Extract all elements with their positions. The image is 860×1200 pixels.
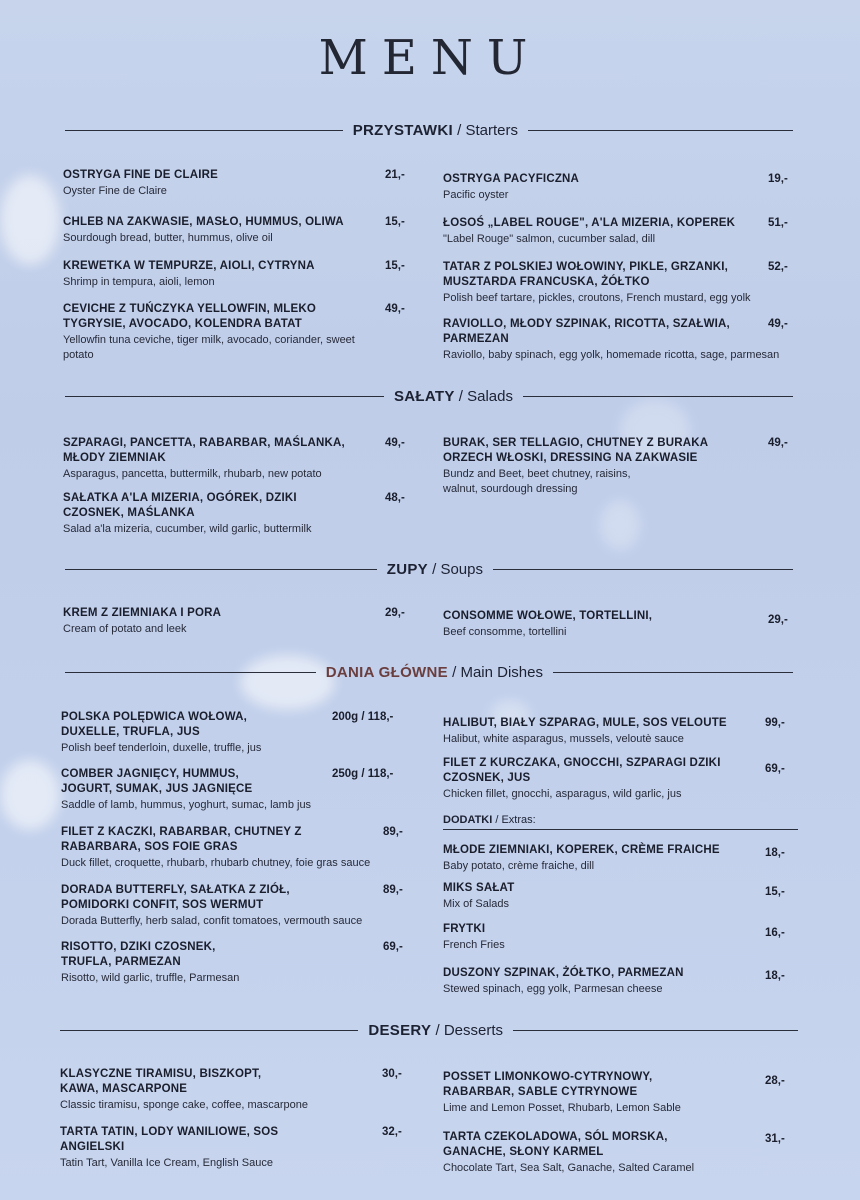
extras-heading: DODATKI / Extras: bbox=[443, 814, 536, 826]
item-description: Yellowfin tuna ceviche, tiger milk, avocado, coriander, sweet potato bbox=[63, 334, 355, 361]
item-name: BURAK, SER TELLAGIO, CHUTNEY Z BURAKA ORZECH WŁOSKI, DRESSING NA ZAKWASIE bbox=[443, 437, 708, 464]
item-description: Tatin Tart, Vanilla Ice Cream, English Sauce bbox=[60, 1157, 273, 1169]
item-price: 49,- bbox=[385, 303, 405, 315]
section-title: PRZYSTAWKI / Starters bbox=[352, 121, 518, 139]
item-name: SAŁATKA A'LA MIZERIA, OGÓREK, DZIKI CZOSNEK, MAŚLANKA bbox=[63, 492, 297, 519]
item-name: DUSZONY SZPINAK, ŻÓŁTKO, PARMEZAN bbox=[443, 967, 684, 979]
item-name: MŁODE ZIEMNIAKI, KOPEREK, CRÈME FRAICHE bbox=[443, 844, 720, 856]
item-description: Beef consomme, tortellini bbox=[443, 626, 567, 638]
menu-item bbox=[443, 317, 793, 363]
item-description: Salad a'la mizeria, cucumber, wild garlic, buttermilk bbox=[63, 523, 312, 535]
item-description: Baby potato, crème fraiche, dill bbox=[443, 860, 595, 872]
item-price: 30,- bbox=[382, 1068, 402, 1080]
item-name: CEVICHE Z TUŃCZYKA YELLOWFIN, MLEKO TYGRYSIE, AVOCADO, KOLENDRA BATAT bbox=[63, 303, 316, 330]
item-price: 49,- bbox=[768, 437, 788, 449]
menu-item bbox=[443, 843, 793, 874]
item-name: POSSET LIMONKOWO-CYTRYNOWY, RABARBAR, SABLE CYTRYNOWE bbox=[443, 1071, 653, 1098]
light-glare bbox=[0, 175, 60, 265]
item-name: KLASYCZNE TIRAMISU, BISZKOPT, KAWA, MASCARPONE bbox=[60, 1068, 262, 1095]
divider-line bbox=[65, 672, 316, 673]
item-description: Cream of potato and leek bbox=[63, 623, 187, 635]
item-name: HALIBUT, BIAŁY SZPARAG, MULE, SOS VELOUTE bbox=[443, 717, 727, 729]
item-price: 52,- bbox=[768, 261, 788, 273]
item-description: Mix of Salads bbox=[443, 898, 510, 910]
menu-item bbox=[63, 302, 405, 363]
item-name: FRYTKI bbox=[443, 923, 486, 935]
section-header-salads bbox=[65, 386, 793, 406]
item-price: 21,- bbox=[385, 169, 405, 181]
item-name: TATAR Z POLSKIEJ WOŁOWINY, PIKLE, GRZANKI, MUSZTARDA FRANCUSKA, ŻÓŁTKO bbox=[443, 261, 729, 288]
divider-line bbox=[553, 672, 793, 673]
section-header-main-dishes bbox=[65, 662, 793, 682]
item-description: Asparagus, pancetta, buttermilk, rhubarb, new potato bbox=[63, 468, 322, 480]
item-description: Classic tiramisu, sponge cake, coffee, mascarpone bbox=[60, 1099, 309, 1111]
menu-item bbox=[60, 1067, 410, 1113]
item-price: 89,- bbox=[383, 884, 403, 896]
item-price: 48,- bbox=[385, 492, 405, 504]
menu-item bbox=[61, 883, 411, 929]
menu-item bbox=[63, 436, 403, 482]
item-name: COMBER JAGNIĘCY, HUMMUS, JOGURT, SUMAK, JUS JAGNIĘCE bbox=[61, 768, 253, 795]
item-description: Shrimp in tempura, aioli, lemon bbox=[63, 276, 215, 288]
item-description: Chicken fillet, gnocchi, asparagus, wild garlic, jus bbox=[443, 788, 682, 800]
item-name: RISOTTO, DZIKI CZOSNEK, TRUFLA, PARMEZAN bbox=[61, 941, 216, 968]
item-name: DORADA BUTTERFLY, SAŁATKA Z ZIÓŁ, POMIDORKI CONFIT, SOS WERMUT bbox=[61, 884, 290, 911]
menu-item bbox=[63, 606, 403, 637]
menu-item bbox=[443, 436, 793, 497]
item-price: 89,- bbox=[383, 826, 403, 838]
page-title: MENU bbox=[318, 30, 542, 86]
section-header-desserts bbox=[60, 1020, 798, 1040]
item-price: 29,- bbox=[768, 614, 788, 626]
item-name: SZPARAGI, PANCETTA, RABARBAR, MAŚLANKA, MŁODY ZIEMNIAK bbox=[63, 437, 345, 464]
item-price: 51,- bbox=[768, 217, 788, 229]
item-price: 99,- bbox=[765, 717, 785, 729]
menu-item bbox=[443, 966, 793, 997]
item-name: ŁOSOŚ „LABEL ROUGE", A'LA MIZERIA, KOPEREK bbox=[443, 217, 736, 229]
light-glare bbox=[600, 500, 640, 550]
item-description: Risotto, wild garlic, truffle, Parmesan bbox=[61, 972, 240, 984]
item-description: Dorada Butterfly, herb salad, confit tomatoes, vermouth sauce bbox=[61, 915, 363, 927]
item-price: 16,- bbox=[765, 927, 785, 939]
item-description: Lime and Lemon Posset, Rhubarb, Lemon Sable bbox=[443, 1102, 681, 1114]
divider-line bbox=[65, 569, 377, 570]
section-header-soups bbox=[65, 559, 793, 579]
item-price: 15,- bbox=[765, 886, 785, 898]
item-name: KREWETKA W TEMPURZE, AIOLI, CYTRYNA bbox=[63, 260, 315, 272]
item-price: 49,- bbox=[768, 318, 788, 330]
item-name: CONSOMME WOŁOWE, TORTELLINI, bbox=[443, 610, 653, 622]
divider-line bbox=[513, 1030, 798, 1031]
menu-item bbox=[61, 940, 411, 986]
item-description: "Label Rouge" salmon, cucumber salad, dill bbox=[443, 233, 656, 245]
menu-item bbox=[443, 881, 793, 912]
item-name: KREM Z ZIEMNIAKA I PORA bbox=[63, 607, 222, 619]
extras-underline bbox=[443, 829, 798, 830]
menu-item bbox=[60, 1125, 410, 1171]
menu-item bbox=[61, 767, 411, 813]
menu-item bbox=[61, 825, 411, 871]
divider-line bbox=[493, 569, 793, 570]
item-name: POLSKA POLĘDWICA WOŁOWA, DUXELLE, TRUFLA, JUS bbox=[61, 711, 248, 738]
menu-item bbox=[63, 491, 403, 537]
item-name: OSTRYGA PACYFICZNA bbox=[443, 173, 580, 185]
item-name: RAVIOLLO, MŁODY SZPINAK, RICOTTA, SZAŁWIA, PARMEZAN bbox=[443, 318, 730, 345]
item-description: Polish beef tenderloin, duxelle, truffle, jus bbox=[61, 742, 262, 754]
item-name: FILET Z KURCZAKA, GNOCCHI, SZPARAGI DZIKI CZOSNEK, JUS bbox=[443, 757, 721, 784]
item-description: Polish beef tartare, pickles, croutons, French mustard, egg yolk bbox=[443, 292, 751, 304]
item-name: OSTRYGA FINE DE CLAIRE bbox=[63, 169, 218, 181]
item-name: FILET Z KACZKI, RABARBAR, CHUTNEY Z RABARBARA, SOS FOIE GRAS bbox=[61, 826, 302, 853]
light-glare bbox=[0, 760, 60, 830]
menu-item bbox=[443, 260, 788, 306]
item-price: 28,- bbox=[765, 1075, 785, 1087]
section-title: DESERY / Desserts bbox=[368, 1021, 503, 1039]
item-name: CHLEB NA ZAKWASIE, MASŁO, HUMMUS, OLIWA bbox=[63, 216, 344, 228]
menu-item bbox=[443, 216, 793, 247]
section-title: DANIA GŁÓWNE / Main Dishes bbox=[325, 663, 543, 681]
menu-item bbox=[443, 716, 793, 747]
item-price: 49,- bbox=[385, 437, 405, 449]
item-price: 15,- bbox=[385, 216, 405, 228]
item-description: Duck fillet, croquette, rhubarb, rhubarb chutney, foie gras sauce bbox=[61, 857, 371, 869]
menu-item bbox=[63, 215, 403, 246]
item-description: French Fries bbox=[443, 939, 505, 951]
menu-item bbox=[443, 172, 793, 203]
item-name: TARTA TATIN, LODY WANILIOWE, SOS ANGIELSKI bbox=[60, 1126, 279, 1153]
item-description: Oyster Fine de Claire bbox=[63, 185, 167, 197]
item-description: Chocolate Tart, Sea Salt, Ganache, Salted Caramel bbox=[443, 1162, 695, 1174]
item-price: 19,- bbox=[768, 173, 788, 185]
item-description: Raviollo, baby spinach, egg yolk, homemade ricotta, sage, parmesan bbox=[443, 349, 780, 361]
menu-item bbox=[443, 609, 793, 640]
divider-line bbox=[523, 396, 793, 397]
item-price: 69,- bbox=[383, 941, 403, 953]
menu-item bbox=[63, 168, 403, 199]
divider-line bbox=[528, 130, 793, 131]
section-title: SAŁATY / Salads bbox=[393, 387, 513, 405]
menu-item bbox=[443, 756, 793, 802]
item-description: Bundz and Beet, beet chutney, raisins, walnut, sourdough dressing bbox=[443, 468, 631, 495]
section-title: ZUPY / Soups bbox=[386, 560, 483, 578]
item-price: 15,- bbox=[385, 260, 405, 272]
item-name: TARTA CZEKOLADOWA, SÓL MORSKA, GANACHE, SŁONY KARMEL bbox=[443, 1131, 668, 1158]
divider-line bbox=[60, 1030, 358, 1031]
divider-line bbox=[65, 130, 343, 131]
item-name: MIKS SAŁAT bbox=[443, 882, 515, 894]
menu-item bbox=[61, 710, 411, 756]
menu-item bbox=[443, 1070, 793, 1116]
item-description: Saddle of lamb, hummus, yoghurt, sumac, lamb jus bbox=[61, 799, 312, 811]
section-header-starters bbox=[65, 120, 793, 140]
divider-line bbox=[65, 396, 384, 397]
item-description: Pacific oyster bbox=[443, 189, 509, 201]
menu-item bbox=[443, 922, 793, 953]
item-price: 200g / 118,- bbox=[332, 711, 394, 723]
menu-item bbox=[443, 1130, 793, 1176]
item-description: Halibut, white asparagus, mussels, veloutè sauce bbox=[443, 733, 684, 745]
item-price: 18,- bbox=[765, 847, 785, 859]
item-description: Sourdough bread, butter, hummus, olive oil bbox=[63, 232, 273, 244]
item-price: 29,- bbox=[385, 607, 405, 619]
item-price: 32,- bbox=[382, 1126, 402, 1138]
item-description: Stewed spinach, egg yolk, Parmesan cheese bbox=[443, 983, 663, 995]
item-price: 69,- bbox=[765, 763, 785, 775]
item-price: 18,- bbox=[765, 970, 785, 982]
item-price: 250g / 118,- bbox=[332, 768, 394, 780]
item-price: 31,- bbox=[765, 1133, 785, 1145]
menu-item bbox=[63, 259, 403, 290]
